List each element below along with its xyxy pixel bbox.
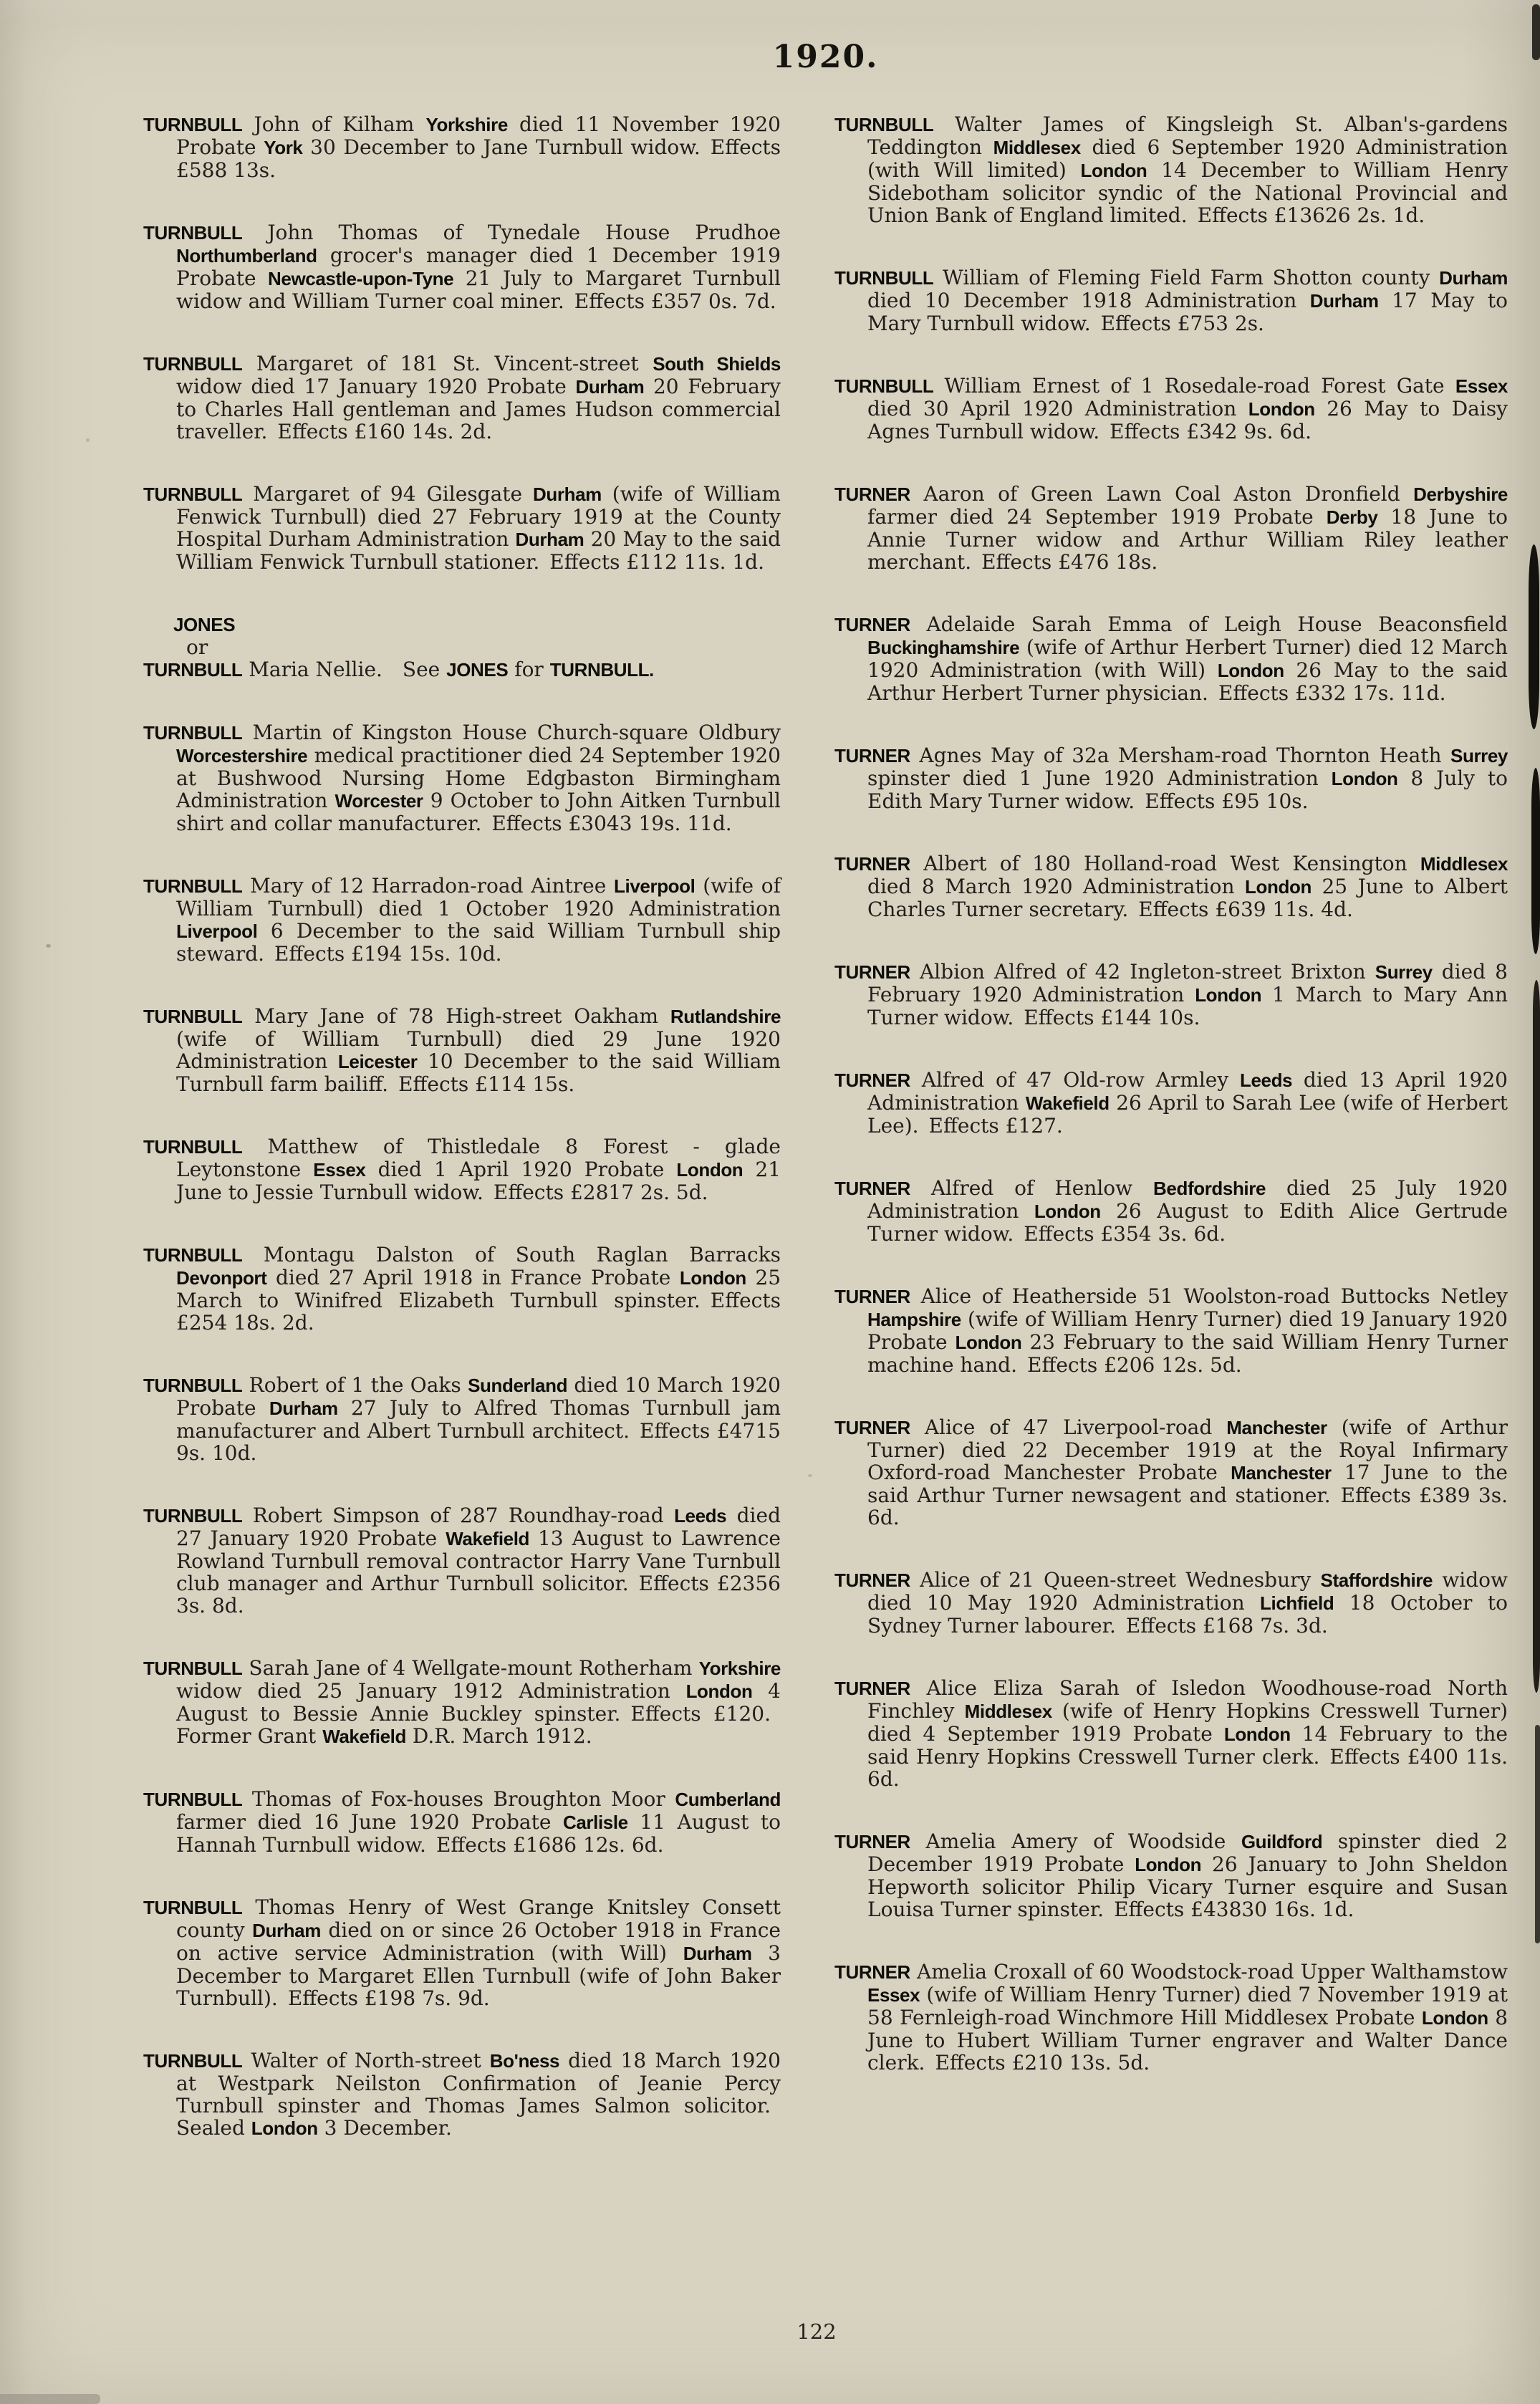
bold-text-run: TURNBULL xyxy=(143,484,243,505)
text-run: Maria Nellie. See xyxy=(242,658,447,681)
bold-text-run: London xyxy=(1135,1854,1202,1875)
text-run: 20 May to the said William Fenwick Turnbull stationer. Effects £112 11s. 1d. xyxy=(176,527,781,574)
probate-entry xyxy=(143,352,781,443)
text-run: died 30 April 1920 Administration xyxy=(867,397,1248,420)
text-run: (wife of William Fenwick Turnbull) died 27 February 1919 at the County Hospital Durham Administration xyxy=(176,482,781,551)
bold-text-run: Liverpool xyxy=(176,920,258,942)
text-run: William Ernest of 1 Rosedale-road Forest Gate xyxy=(933,374,1455,398)
bold-text-run: Lichfield xyxy=(1260,1592,1334,1614)
text-run: Alice of 21 Queen-street Wednesbury xyxy=(910,1568,1321,1592)
text-run: Martin of Kingston House Church-square Oldbury xyxy=(242,721,781,744)
text-run: Margaret of 94 Gilesgate xyxy=(242,482,534,506)
probate-entry xyxy=(834,1285,1508,1376)
text-run: widow died 10 May 1920 Administration xyxy=(867,1568,1508,1615)
scan-artifact xyxy=(1533,980,1540,1693)
text-run: died 1 April 1920 Probate xyxy=(365,1158,677,1181)
text-run: farmer died 24 September 1919 Probate xyxy=(867,505,1327,529)
text-run: 8 July to Edith Mary Turner widow. Effects £95 10s. xyxy=(867,766,1508,813)
probate-entry xyxy=(143,221,781,312)
bold-text-run: London xyxy=(679,1267,746,1289)
bold-text-run: London xyxy=(955,1332,1022,1353)
probate-entry xyxy=(834,375,1508,443)
text-run: farmer died 16 June 1920 Probate xyxy=(176,1810,563,1834)
bold-text-run: London xyxy=(1331,768,1398,789)
bold-text-run: Essex xyxy=(1455,375,1508,397)
year-heading: 1920. xyxy=(772,39,879,75)
scan-artifact xyxy=(1532,4,1540,60)
bold-text-run: TURNER xyxy=(834,484,910,505)
bold-text-run: Surrey xyxy=(1450,745,1508,766)
bold-text-run: TURNER xyxy=(834,614,910,635)
probate-entry xyxy=(834,113,1508,226)
bold-text-run: London xyxy=(676,1159,743,1181)
bold-text-run: Durham xyxy=(252,1920,321,1941)
text-run: (wife of William Henry Turner) died 19 January 1920 Probate xyxy=(867,1307,1508,1354)
text-run: 23 February to the said William Henry Turner machine hand. Effects £206 12s. 5d. xyxy=(867,1330,1508,1377)
text-run: Mary of 12 Harradon-road Aintree xyxy=(242,874,615,898)
text-run: John of Kilham xyxy=(242,112,426,136)
text-run: Amelia Croxall of 60 Woodstock-road Upper Walthamstow xyxy=(910,1960,1508,1984)
text-run: Thomas of Fox-houses Broughton Moor xyxy=(242,1787,675,1811)
crossref-line xyxy=(143,658,781,681)
text-run: (wife of Henry Hopkins Cresswell Turner) died 4 September 1919 Probate xyxy=(867,1699,1508,1746)
bold-text-run: Derby xyxy=(1326,506,1378,528)
text-run: 26 May to Daisy Agnes Turnbull widow. Effects £342 9s. 6d. xyxy=(867,397,1508,443)
text-run: 21 July to Margaret Turnbull widow and William Turner coal miner. Effects £357 0s. 7d. xyxy=(176,266,781,313)
probate-entry xyxy=(834,1961,1508,2074)
text-run: William of Fleming Field Farm Shotton county xyxy=(933,266,1440,289)
bold-text-run: TURNBULL xyxy=(143,659,243,681)
bold-text-run: Essex xyxy=(867,1984,920,2006)
bold-text-run: Buckinghamshire xyxy=(867,637,1020,658)
text-run: Walter of North-street xyxy=(242,2049,490,2072)
bold-text-run: Durham xyxy=(515,529,584,550)
text-run: D.R. March 1912. xyxy=(406,1724,592,1748)
bold-text-run: Leeds xyxy=(1239,1069,1293,1091)
bold-text-run: Leicester xyxy=(337,1051,418,1072)
bold-text-run: TURNER xyxy=(834,961,910,983)
text-run: 6 December to the said William Turnbull ship steward. Effects £194 15s. 10d. xyxy=(176,919,781,966)
text-run: Alice of Heatherside 51 Woolston-road Buttocks Netley xyxy=(910,1284,1508,1308)
bold-text-run: Manchester xyxy=(1231,1462,1332,1484)
text-run: Robert of 1 the Oaks xyxy=(242,1373,468,1397)
probate-entry xyxy=(834,1416,1508,1529)
bold-text-run: Wakefield xyxy=(322,1726,406,1747)
bold-text-run: TURNER xyxy=(834,1831,910,1852)
bold-text-run: Guildford xyxy=(1241,1831,1323,1852)
probate-entry xyxy=(143,1896,781,2009)
probate-entry xyxy=(834,1569,1508,1637)
bold-text-run: Leeds xyxy=(674,1505,727,1526)
probate-entry xyxy=(143,1657,781,1748)
bold-text-run: TURNBULL. xyxy=(549,659,654,681)
text-run: 20 February to Charles Hall gentleman and James Hudson commercial traveller. Effects £160 14s. 2d. xyxy=(176,375,781,443)
ink-speck xyxy=(46,944,51,948)
text-run: medical practitioner died 24 September 1920 at Bushwood Nursing Home Edgbaston Birmingham Administration xyxy=(176,744,781,812)
bold-text-run: Devonport xyxy=(176,1267,267,1289)
crossref-line xyxy=(143,636,781,658)
probate-entry xyxy=(834,266,1508,335)
probate-entry xyxy=(834,613,1508,704)
text-run: (wife of William Turnbull) died 29 June 1920 Administration xyxy=(176,1027,781,1073)
text-run: Montagu Dalston of South Raglan Barracks xyxy=(242,1243,781,1266)
probate-entry xyxy=(834,1177,1508,1245)
text-run: 21 June to Jessie Turnbull widow. Effects £2817 2s. 5d. xyxy=(176,1158,781,1204)
text-run: died 27 January 1920 Probate xyxy=(176,1504,781,1550)
bold-text-run: South Shields xyxy=(653,353,781,375)
bold-text-run: TURNBULL xyxy=(143,1136,243,1158)
probate-entry xyxy=(834,852,1508,920)
bold-text-run: Northumberland xyxy=(176,245,317,266)
bold-text-run: Durham xyxy=(575,376,645,398)
bold-text-run: Cumberland xyxy=(675,1789,781,1810)
text-run: (wife of Arthur Turner) died 22 December 1919 at the Royal Infirmary Oxford-road Manchester Probate xyxy=(867,1415,1508,1484)
bold-text-run: Bo'ness xyxy=(489,2050,560,2072)
text-run: Alfred of Henlow xyxy=(910,1176,1154,1200)
bold-text-run: TURNBULL xyxy=(143,2050,243,2072)
bold-text-run: Worcestershire xyxy=(176,745,308,766)
bold-text-run: TURNBULL xyxy=(143,1244,243,1266)
entry-columns xyxy=(143,113,1508,2180)
text-run: (wife of William Henry Turner) died 7 November 1919 at 58 Fernleigh-road Winchmore Hill Middlesex Probate xyxy=(867,1983,1508,2029)
bold-text-run: TURNER xyxy=(834,1178,910,1199)
scan-artifact xyxy=(1531,768,1540,954)
bold-text-run: TURNBULL xyxy=(143,353,243,375)
bold-text-run: JONES xyxy=(446,659,509,681)
column-right xyxy=(834,113,1508,2180)
bold-text-run: TURNBULL xyxy=(143,1658,243,1679)
text-run: widow died 17 January 1920 Probate xyxy=(176,375,576,398)
probate-entry xyxy=(143,1244,781,1334)
bold-text-run: Durham xyxy=(269,1398,338,1419)
text-run: John Thomas of Tynedale House Prudhoe xyxy=(242,221,781,244)
bold-text-run: York xyxy=(264,137,303,158)
probate-entry xyxy=(143,1005,781,1095)
text-run: Matthew of Thistledale 8 Forest - glade Leytonstone xyxy=(176,1135,781,1181)
bold-text-run: Staffordshire xyxy=(1320,1569,1433,1591)
bold-text-run: TURNER xyxy=(834,1678,910,1699)
text-run: died 27 April 1918 in France Probate xyxy=(266,1266,680,1289)
text-run: 17 June to the said Arthur Turner newsagent and stationer. Effects £389 3s. 6d. xyxy=(867,1461,1508,1529)
bold-text-run: London xyxy=(1421,2007,1488,2029)
bold-text-run: TURNER xyxy=(834,1569,910,1591)
bold-text-run: Rutlandshire xyxy=(670,1006,781,1027)
bold-text-run: Wakefield xyxy=(1025,1092,1110,1114)
bold-text-run: London xyxy=(1217,660,1284,681)
ink-speck xyxy=(808,1474,812,1477)
text-run: Sarah Jane of 4 Wellgate-mount Rotherham xyxy=(242,1656,699,1680)
probate-entry xyxy=(143,2049,781,2140)
text-run: Amelia Amery of Woodside xyxy=(910,1830,1241,1853)
bold-text-run: Essex xyxy=(313,1159,366,1181)
bold-text-run: London xyxy=(251,2117,318,2139)
bold-text-run: TURNBULL xyxy=(143,1505,243,1526)
probate-entry xyxy=(143,875,781,965)
text-run: 14 February to the said Henry Hopkins Cresswell Turner clerk. Effects £400 11s. 6d. xyxy=(867,1722,1508,1791)
bold-text-run: London xyxy=(1245,876,1312,898)
text-run: Walter James of Kingsleigh St. Alban's-gardens Teddington xyxy=(867,112,1508,159)
crossref-entry xyxy=(143,613,781,681)
bold-text-run: TURNBULL xyxy=(834,375,934,397)
text-run: Alice Eliza Sarah of Isledon Woodhouse-road North Finchley xyxy=(867,1676,1508,1723)
bold-text-run: London xyxy=(1248,398,1315,420)
text-run: Mary Jane of 78 High-street Oakham xyxy=(242,1004,670,1028)
bold-text-run: Yorkshire xyxy=(425,114,508,135)
bold-text-run: Middlesex xyxy=(964,1701,1052,1722)
probate-entry xyxy=(834,483,1508,573)
bold-text-run: Durham xyxy=(683,1943,752,1964)
ink-speck xyxy=(86,438,90,442)
scan-artifact xyxy=(1535,1725,1540,1943)
column-left xyxy=(143,113,781,2180)
probate-entry xyxy=(834,961,1508,1029)
text-run: 4 August to Bessie Annie Buckley spinster. Effects £120. Former Grant xyxy=(176,1679,781,1748)
bold-text-run: TURNBULL xyxy=(143,1789,243,1810)
bold-text-run: Surrey xyxy=(1375,961,1433,983)
text-run: 18 October to Sydney Turner labourer. Effects £168 7s. 3d. xyxy=(867,1591,1508,1638)
bold-text-run: Bedfordshire xyxy=(1153,1178,1266,1199)
text-run: 9 October to John Aitken Turnbull shirt and collar manufacturer. Effects £3043 19s. 11d. xyxy=(176,789,781,835)
probate-entry xyxy=(143,1788,781,1856)
text-run: or xyxy=(186,635,208,659)
bold-text-run: Middlesex xyxy=(1420,853,1508,875)
bold-text-run: Carlisle xyxy=(562,1812,628,1833)
bold-text-run: TURNBULL xyxy=(143,1897,243,1918)
bold-text-run: London xyxy=(685,1681,753,1702)
text-run: died 25 July 1920 Administration xyxy=(867,1176,1508,1223)
bold-text-run: Durham xyxy=(533,484,602,505)
probate-entry xyxy=(143,1374,781,1464)
bold-text-run: Durham xyxy=(1439,267,1508,289)
scan-artifact xyxy=(0,2394,100,2404)
text-run: Alfred of 47 Old-row Armley xyxy=(910,1068,1240,1092)
bold-text-run: TURNER xyxy=(834,853,910,875)
text-run: grocer's manager died 1 December 1919 Probate xyxy=(176,244,781,290)
bold-text-run: TURNBULL xyxy=(143,222,243,244)
bold-text-run: TURNBULL xyxy=(143,1006,243,1027)
text-run: 11 August to Hannah Turnbull widow. Effects £1686 12s. 6d. xyxy=(176,1810,781,1857)
bold-text-run: TURNBULL xyxy=(143,1375,243,1396)
bold-text-run: JONES xyxy=(173,614,236,635)
bold-text-run: Liverpool xyxy=(614,875,696,897)
bold-text-run: Middlesex xyxy=(993,137,1081,158)
text-run: 26 August to Edith Alice Gertrude Turner widow. Effects £354 3s. 6d. xyxy=(867,1199,1508,1246)
text-run: 26 January to John Sheldon Hepworth solicitor Philip Vicary Turner esquire and Susan Louisa Turner spinster. Effects £43830 16s. 1d. xyxy=(867,1852,1508,1921)
probate-entry xyxy=(143,1504,781,1617)
bold-text-run: London xyxy=(1223,1723,1291,1745)
text-run: 1 March to Mary Ann Turner widow. Effects £144 10s. xyxy=(867,983,1508,1029)
bold-text-run: TURNER xyxy=(834,1961,910,1983)
text-run: 3 December to Margaret Ellen Turnbull (wife of John Baker Turnbull). Effects £198 7s. 9d. xyxy=(176,1941,781,2010)
bold-text-run: TURNBULL xyxy=(143,114,243,135)
bold-text-run: TURNER xyxy=(834,745,910,766)
text-run: 14 December to William Henry Sidebotham solicitor syndic of the National Provincial and Union Bank of England limited. Effects £13626 2s. 1d. xyxy=(867,158,1508,227)
text-run: died 8 March 1920 Administration xyxy=(867,875,1246,898)
probate-entry xyxy=(143,1135,781,1203)
text-run: 8 June to Hubert William Turner engraver and Walter Dance clerk. Effects £210 13s. 5d. xyxy=(867,2006,1508,2074)
bold-text-run: London xyxy=(1080,160,1147,181)
scan-artifact xyxy=(1529,544,1539,729)
text-run: 25 June to Albert Charles Turner secretary. Effects £639 11s. 4d. xyxy=(867,875,1508,921)
text-run: Robert Simpson of 287 Roundhay-road xyxy=(242,1504,675,1527)
bold-text-run: TURNBULL xyxy=(834,267,934,289)
text-run: died 8 February 1920 Administration xyxy=(867,960,1508,1006)
text-run: spinster died 2 December 1919 Probate xyxy=(867,1830,1508,1876)
bold-text-run: London xyxy=(1034,1201,1101,1222)
bold-text-run: TURNBULL xyxy=(143,875,243,897)
bold-text-run: Sunderland xyxy=(468,1375,568,1396)
text-run: (wife of William Turnbull) died 1 October 1920 Administration xyxy=(176,874,781,920)
text-run: died 11 November 1920 Probate xyxy=(176,112,781,159)
text-run: died 18 March 1920 at Westpark Neilston Confirmation of Jeanie Percy Turnbull spinster and Thomas James Salmon solicitor. Sealed xyxy=(176,2049,781,2140)
text-run: died on or since 26 October 1918 in France on active service Administration (with Will) xyxy=(176,1918,781,1965)
text-run: Albion Alfred of 42 Ingleton-street Brixton xyxy=(910,960,1375,984)
text-run: Agnes May of 32a Mersham-road Thornton Heath xyxy=(910,744,1451,767)
text-run: 25 March to Winifred Elizabeth Turnbull spinster. Effects £254 18s. 2d. xyxy=(176,1266,781,1335)
bold-text-run: Durham xyxy=(1309,290,1379,312)
bold-text-run: Yorkshire xyxy=(698,1658,781,1679)
text-run: 13 August to Lawrence Rowland Turnbull removal contractor Harry Vane Turnbull club manager and Arthur Turnbull solicitor. Effects £2356 3s. 8d. xyxy=(176,1526,781,1617)
text-run: 30 December to Jane Turnbull widow. Effects £588 13s. xyxy=(176,135,781,182)
text-run: Margaret of 181 St. Vincent-street xyxy=(242,352,653,375)
bold-text-run: TURNER xyxy=(834,1069,910,1091)
bold-text-run: TURNER xyxy=(834,1286,910,1307)
text-run: died 10 December 1918 Administration xyxy=(867,289,1310,312)
text-run: Thomas Henry of West Grange Knitsley Consett county xyxy=(176,1895,781,1942)
probate-entry xyxy=(143,113,781,181)
text-run: 17 May to Mary Turnbull widow. Effects £753 2s. xyxy=(867,289,1508,335)
crossref-line xyxy=(143,613,781,636)
bold-text-run: Hampshire xyxy=(867,1309,961,1330)
probate-entry xyxy=(834,1830,1508,1920)
text-run: 26 April to Sarah Lee (wife of Herbert Lee). Effects £127. xyxy=(867,1091,1508,1138)
bold-text-run: London xyxy=(1195,984,1262,1006)
text-run: 18 June to Annie Turner widow and Arthur William Riley leather merchant. Effects £476 18s. xyxy=(867,505,1508,574)
bold-text-run: Worcester xyxy=(335,790,423,812)
bold-text-run: Manchester xyxy=(1226,1417,1327,1438)
text-run: died 10 March 1920 Probate xyxy=(176,1373,781,1420)
bold-text-run: Derbyshire xyxy=(1413,484,1508,505)
text-run: 27 July to Alfred Thomas Turnbull jam manufacturer and Albert Turnbull architect. Effects £4715 9s. 10d. xyxy=(176,1396,781,1465)
text-run: 3 December. xyxy=(317,2116,452,2140)
text-run: for xyxy=(508,658,550,681)
probate-entry xyxy=(834,1677,1508,1790)
bold-text-run: TURNBULL xyxy=(143,722,243,744)
text-run: (wife of Arthur Herbert Turner) died 12 March 1920 Administration (with Will) xyxy=(867,635,1508,682)
text-run: spinster died 1 June 1920 Administration xyxy=(867,766,1332,790)
text-run: widow died 25 January 1912 Administration xyxy=(176,1679,686,1703)
bold-text-run: TURNER xyxy=(834,1417,910,1438)
probate-entry xyxy=(834,1069,1508,1137)
text-run: 26 May to the said Arthur Herbert Turner physician. Effects £332 17s. 11d. xyxy=(867,658,1508,705)
probate-entry xyxy=(143,721,781,835)
probate-entry xyxy=(834,744,1508,812)
bold-text-run: Newcastle-upon-Tyne xyxy=(268,268,454,289)
text-run: 10 December to the said William Turnbull farm bailiff. Effects £114 15s. xyxy=(176,1049,781,1096)
text-run: Alice of 47 Liverpool-road xyxy=(910,1415,1227,1439)
text-run: Aaron of Green Lawn Coal Aston Dronfield xyxy=(910,482,1414,506)
probate-entry xyxy=(143,483,781,573)
bold-text-run: TURNBULL xyxy=(834,114,934,135)
text-run: died 13 April 1920 Administration xyxy=(867,1068,1508,1115)
page-number: 122 xyxy=(797,2319,837,2344)
text-run: Adelaide Sarah Emma of Leigh House Beaconsfield xyxy=(910,612,1508,636)
text-run: Albert of 180 Holland-road West Kensington xyxy=(910,852,1420,875)
text-run: died 6 September 1920 Administration (with Will limited) xyxy=(867,135,1508,182)
bold-text-run: Wakefield xyxy=(446,1528,530,1549)
